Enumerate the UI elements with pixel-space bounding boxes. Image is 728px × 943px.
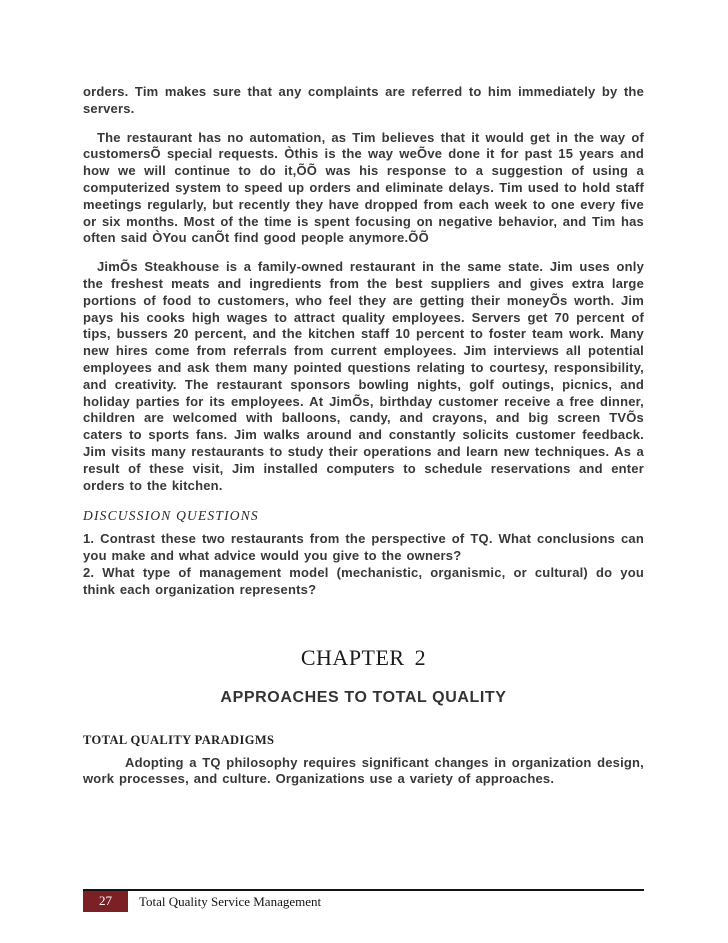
chapter-subtitle: APPROACHES TO TOTAL QUALITY xyxy=(220,688,507,706)
footer-row xyxy=(83,891,644,912)
discussion-question-2: 2. What type of management model (mechanistic, organismic, or cultural) do you think each organization represents? xyxy=(83,564,644,597)
chapter-title: CHAPTER 2 xyxy=(300,644,427,670)
discussion-questions-heading: DISCUSSION QUESTIONS xyxy=(83,508,259,524)
discussion-question-1: 1. Contrast these two restaurants from the perspective of TQ. What conclusions can you make and what advice would you give to the owners? xyxy=(83,531,644,564)
paragraph-tims-restaurant: The restaurant has no automation, as Tim believes that it would get in the way of customersÕ special requests. Òthis is the way weÕve done it for past 15 years and how we will continue to do it,ÕÕ was his response to a suggestion of using a computerized system to speed up orders and eliminate delays. Tim used to hold staff meetings regularly, but recently they have dropped from each week to one every five or six months. Most of the time is spent focusing on negative behavior, and Tim has often said ÒYou canÕt find good people anymore.ÕÕ xyxy=(83,129,644,246)
paragraph-orders-continuation: orders. Tim makes sure that any complaints are referred to him immediately by the servers. xyxy=(83,84,644,116)
section-heading-total-quality-paradigms: TOTAL QUALITY PARADIGMS xyxy=(83,732,275,747)
section-paragraph: Adopting a TQ philosophy requires significant changes in organization design, work processes, and culture. Organizations use a variety of approaches. xyxy=(83,754,644,787)
page-content xyxy=(83,84,644,788)
book-title: Total Quality Service Management xyxy=(139,893,322,909)
page-number-badge: 27 xyxy=(83,891,128,912)
paragraph-jims-steakhouse: JimÕs Steakhouse is a family-owned restaurant in the same state. Jim uses only the freshest meats and ingredients from the best suppliers and gives extra large portions of food to customers, who feel they are getting their moneyÕs worth. Jim pays his cooks high wages to attract quality employees. Servers get 70 percent of tips, bussers 20 percent, and the kitchen staff 10 percent to foster team work. Many new hires come from referrals from current employees. Jim interviews all potential employees and ask them many pointed questions relating to courtesy, responsibility, and creativity. The restaurant sponsors bowling nights, golf outings, picnics, and holiday parties for its employees. At JimÕs, birthday customer receive a free dinner, children are welcomed with balloons, candy, and crayons, and big screen TVÕs caters to sports fans. Jim walks around and constantly solicits customer feedback. Jim visits many restaurants to study their operations and learn new techniques. As a result of these visit, Jim installed computers to schedule reservations and enter orders to the kitchen. xyxy=(83,259,644,493)
page-footer xyxy=(83,889,644,912)
